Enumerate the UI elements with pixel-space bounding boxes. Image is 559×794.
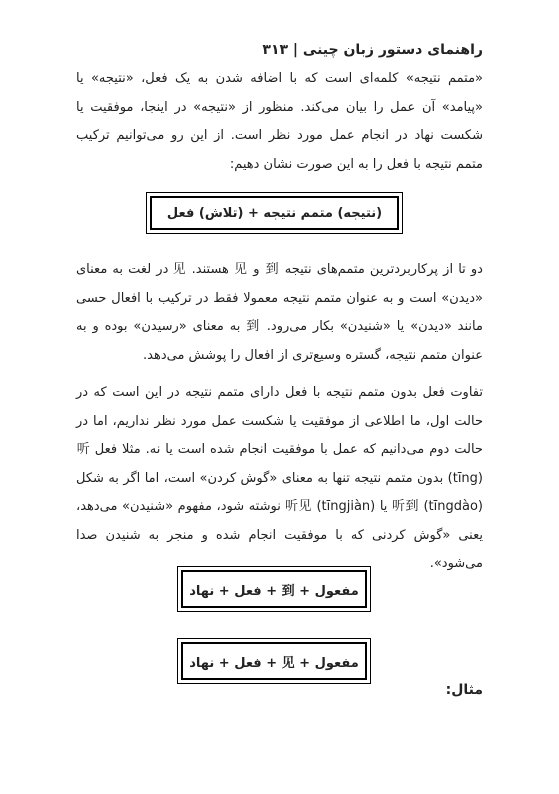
formula-box-result-complement bbox=[146, 192, 403, 234]
formula-text: مفعول + 到 + فعل + نهاد bbox=[181, 570, 367, 608]
formula-box-dao bbox=[177, 566, 371, 612]
formula-text: (نتیجه) متمم نتیجه + (تلاش) فعل bbox=[150, 196, 399, 230]
formula-text: مفعول + 见 + فعل + نهاد bbox=[181, 642, 367, 680]
page-header: راهنمای دستور زبان چینی | ۳۱۳ bbox=[262, 42, 483, 58]
example-label: مثال: bbox=[445, 682, 483, 698]
paragraph-dao-jian: دو تا از پرکاربردترین متمم‌های نتیجه 到 و 见 هستند. 见 در لغت به معنای «دیدن» است و به عنوان متمم نتیجه معمولا فقط در ترکیب با افعال حسی مانند «دیدن» یا «شنیدن» بکار می‌رود. 到 به معنای «رسیدن» بوده و به عنوان متمم نتیجه، گستره وسیع‌تری از افعال را پوشش می‌دهد. bbox=[76, 262, 483, 363]
formula-box-jian bbox=[177, 638, 371, 684]
paragraph-difference: تفاوت فعل بدون متمم نتیجه با فعل دارای متمم نتیجه در این است که در حالت اول، ما اطلاعی از موفقیت یا شکست عمل مورد نظر نداریم، اما در حالت دوم می‌دانیم که عمل با موفقیت انجام شده است یا نه. مثلا فعل 听 (tīng) بدون متمم نتیجه تنها به معنای «گوش کردن» است، اما اگر به شکل 听到 (tīngdào) یا 听见 (tīngjiàn) نوشته شود، مفهوم «شنیدن» می‌دهد، یعنی «گوش کردنی که با موفقیت انجام شده و منجر به شنیدن صدا می‌شود». bbox=[76, 385, 483, 571]
paragraph-intro: «متمم نتیجه» کلمه‌ای است که با اضافه شدن به یک فعل، «نتیجه» یا «پیامد» آن عمل را بیان می‌کند. منظور از «نتیجه» در اینجا، موفقیت یا شکست نهاد در انجام عمل مورد نظر است. از این رو می‌توانیم ترکیب متمم نتیجه با فعل را به این صورت نشان دهیم: bbox=[76, 71, 483, 172]
